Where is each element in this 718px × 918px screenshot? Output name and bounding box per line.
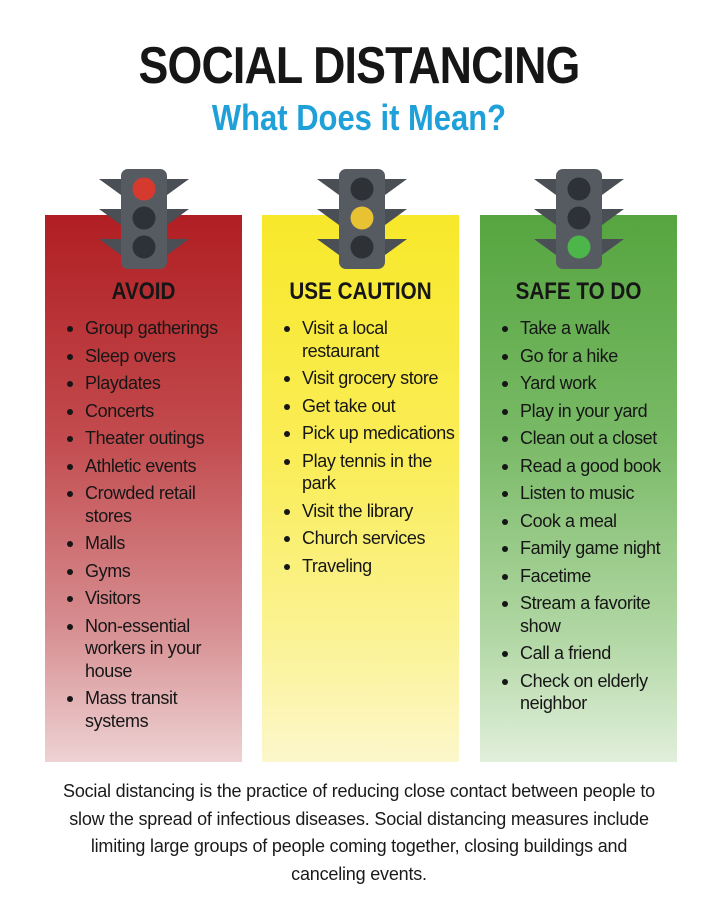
list-item: Visit the library bbox=[282, 500, 455, 523]
lamp-yellow bbox=[568, 207, 591, 230]
visor-right bbox=[385, 179, 407, 195]
visor-left bbox=[534, 209, 556, 225]
lamp-green bbox=[568, 236, 591, 259]
page-subtitle: What Does it Mean? bbox=[211, 97, 507, 138]
visor-right bbox=[385, 239, 407, 255]
list-item: Play tennis in the park bbox=[282, 450, 455, 495]
list-item: Cook a meal bbox=[500, 510, 673, 533]
visor-left bbox=[317, 209, 339, 225]
visor-right bbox=[385, 209, 407, 225]
lamp-red bbox=[568, 178, 591, 201]
list-item: Check on elderly neighbor bbox=[500, 670, 673, 715]
visor-left bbox=[317, 239, 339, 255]
avoid-panel bbox=[45, 215, 242, 762]
traffic-light-green-icon bbox=[524, 167, 634, 271]
list-item: Group gatherings bbox=[65, 317, 238, 340]
safe-heading: SAFE TO DO bbox=[515, 278, 642, 305]
visor-left bbox=[99, 239, 121, 255]
lamp-yellow bbox=[351, 207, 374, 230]
list-item: Clean out a closet bbox=[500, 427, 673, 450]
visor-left bbox=[534, 239, 556, 255]
visor-left bbox=[99, 179, 121, 195]
list-item: Read a good book bbox=[500, 455, 673, 478]
visor-right bbox=[167, 179, 189, 195]
list-item: Call a friend bbox=[500, 642, 673, 665]
page-title: SOCIAL DISTANCING bbox=[138, 37, 580, 95]
footer-description: Social distancing is the practice of reducing close contact between people to slow the spread of infectious diseases. Social distancing measures include limiting large groups of people coming together, closing buildings and canceling events. bbox=[63, 781, 655, 884]
caution-panel bbox=[262, 215, 459, 762]
avoid-list bbox=[65, 317, 238, 737]
visor-right bbox=[167, 239, 189, 255]
list-item: Mass transit systems bbox=[65, 687, 238, 732]
list-item: Yard work bbox=[500, 372, 673, 395]
list-item: Stream a favorite show bbox=[500, 592, 673, 637]
list-item: Sleep overs bbox=[65, 345, 238, 368]
visor-right bbox=[167, 209, 189, 225]
visor-left bbox=[99, 209, 121, 225]
visor-left bbox=[534, 179, 556, 195]
safe-list bbox=[500, 317, 673, 720]
list-item: Playdates bbox=[65, 372, 238, 395]
caution-heading: USE CAUTION bbox=[289, 278, 432, 305]
list-item: Play in your yard bbox=[500, 400, 673, 423]
list-item: Malls bbox=[65, 532, 238, 555]
list-item: Crowded retail stores bbox=[65, 482, 238, 527]
list-item: Concerts bbox=[65, 400, 238, 423]
lamp-green bbox=[351, 236, 374, 259]
traffic-light-yellow-icon bbox=[307, 167, 417, 271]
visor-left bbox=[317, 179, 339, 195]
list-item: Get take out bbox=[282, 395, 455, 418]
list-item: Pick up medications bbox=[282, 422, 455, 445]
lamp-yellow bbox=[133, 207, 156, 230]
list-item: Gyms bbox=[65, 560, 238, 583]
traffic-light-red-icon bbox=[89, 167, 199, 271]
list-item: Theater outings bbox=[65, 427, 238, 450]
list-item: Visitors bbox=[65, 587, 238, 610]
list-item: Visit a local restaurant bbox=[282, 317, 455, 362]
caution-list bbox=[282, 317, 455, 582]
list-item: Take a walk bbox=[500, 317, 673, 340]
list-item: Family game night bbox=[500, 537, 673, 560]
list-item: Traveling bbox=[282, 555, 455, 578]
visor-right bbox=[602, 239, 624, 255]
list-item: Listen to music bbox=[500, 482, 673, 505]
visor-right bbox=[602, 179, 624, 195]
list-item: Go for a hike bbox=[500, 345, 673, 368]
list-item: Visit grocery store bbox=[282, 367, 455, 390]
lamp-red bbox=[133, 178, 156, 201]
list-item: Athletic events bbox=[65, 455, 238, 478]
list-item: Non-essential workers in your house bbox=[65, 615, 238, 683]
lamp-red bbox=[351, 178, 374, 201]
list-item: Church services bbox=[282, 527, 455, 550]
avoid-heading: AVOID bbox=[111, 278, 176, 305]
safe-panel bbox=[480, 215, 677, 762]
lamp-green bbox=[133, 236, 156, 259]
visor-right bbox=[602, 209, 624, 225]
list-item: Facetime bbox=[500, 565, 673, 588]
